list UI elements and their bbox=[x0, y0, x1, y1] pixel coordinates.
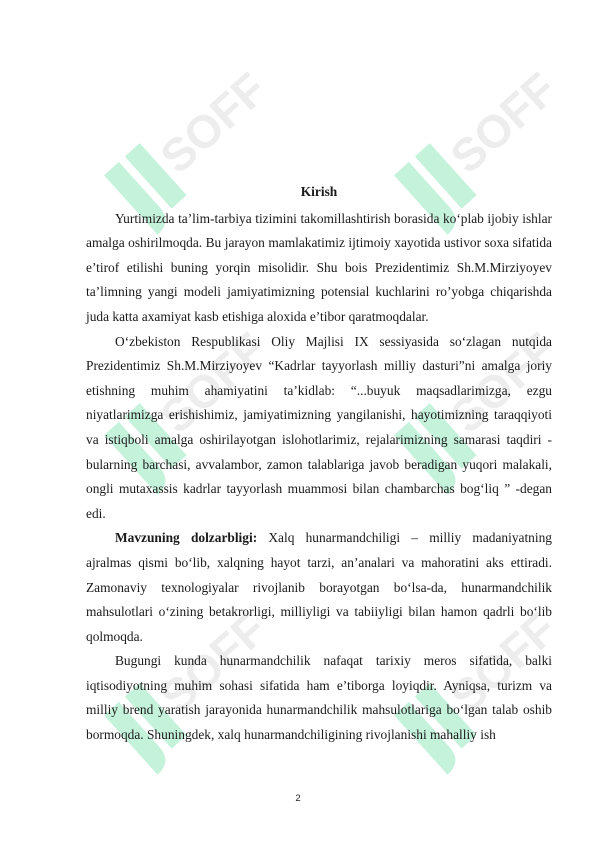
paragraph-text: Bugungi kunda hunarmandchilik nafaqat tarixiy meros sifatida, balki iqtisodiyotning muhim sohasi sifatida ham e’tiborga loyiqdir. Ayniqsa, turizm va milliy brend yaratish jarayonida hunarmandchilik mahsulotlariga bo‘lgan talab oshib bormoqda. Shuningdek, xalq hunarmandchiligining rivojlanishi mahalliy ish bbox=[86, 653, 552, 743]
paragraph bbox=[86, 526, 552, 649]
svg-text:SOFF: SOFF bbox=[150, 602, 277, 724]
document-title: Kirish bbox=[300, 184, 338, 199]
paragraph-lead: Mavzuning dolzarbligi: bbox=[115, 530, 258, 546]
paragraph-text: O‘zbekiston Respublikasi Oliy Majlisi IX sessiyasida so‘zlagan nutqida Prezidentimiz Sh.M.Mirziyoyev “Kadrlar tayyorlash milliy dasturi”ni amalga joriy etishning muhim ahamiyatini ta’kidlab: “...buyuk maqsadlarimizga, ezgu niyatlarimizga erishishimiz, jamiyatimizning yangilanishi, hayotimizning taraqqiyoti va istiqboli amalga oshirilayotgan islohotlarimiz, rejalarimizning samarasi taqdiri - bularning barchasi, avvalambor, zamon talablariga javob beradigan yuqori malakali, ongli mutaxassis kadrlar tayyorlash muammosi bilan chambarchas bog‘liq ” -degan edi. bbox=[86, 333, 552, 521]
svg-text:SOFF: SOFF bbox=[150, 62, 277, 184]
svg-text:SOFF: SOFF bbox=[440, 602, 567, 724]
svg-text:SOFF: SOFF bbox=[150, 322, 277, 444]
paragraph-text: Yurtimizda ta’lim-tarbiya tizimini takomillashtirish borasida ko‘plab ijobiy ishlar amalga oshirilmoqda. Bu jarayon mamlakatimiz ijtimoiy xayotida ustivor soxa sifatida e’tirof etilishi buning yorqin misolidir. Shu bois Prezidentimiz Sh.M.Mirziyoyev ta’limning yangi modeli jamiyatimizning potensial kuchlarini ro’yobga chiqarishda juda katta axamiyat kasb etishiga aloxida e’tibor qaratmoqdalar. bbox=[86, 210, 552, 324]
paragraph bbox=[86, 649, 552, 747]
page-number: 2 bbox=[295, 793, 301, 804]
paragraph bbox=[86, 330, 552, 527]
paragraph-text: Xalq hunarmandchiligi – milliy madaniyatning ajralmas qismi bo‘lib, xalqning hayot tarzi, an’analari va mahoratini aks ettiradi. Zamonaviy texnologiyalar rivojlanib borayotgan bo‘lsa-da, hunarmandchilik mahsulotlari o‘zining betakrorligi, milliyligi va tabiiyligi bilan hamon qadrli bo‘lib qolmoqda. bbox=[86, 530, 552, 644]
document-body bbox=[86, 180, 552, 748]
svg-text:SOFF: SOFF bbox=[440, 62, 567, 184]
paragraph bbox=[86, 207, 552, 330]
svg-text:SOFF: SOFF bbox=[440, 322, 567, 444]
